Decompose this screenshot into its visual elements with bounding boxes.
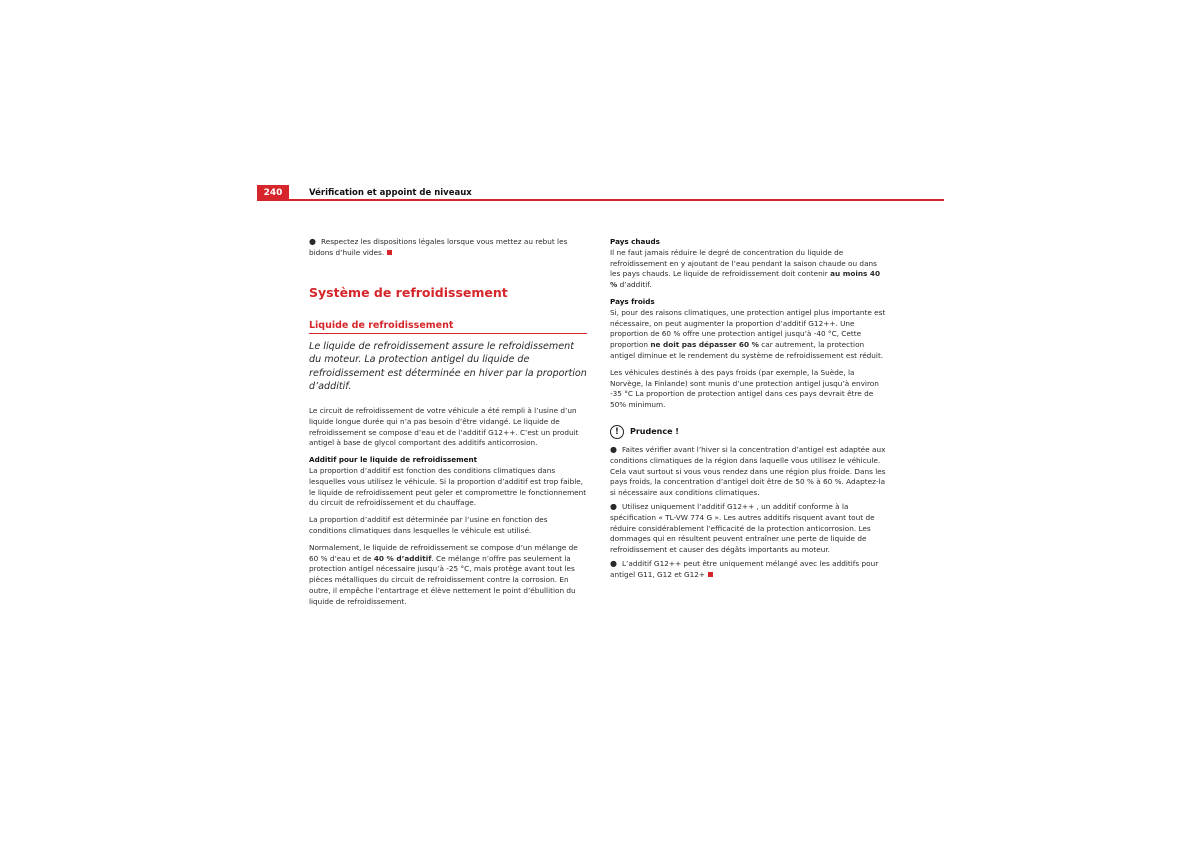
warning-icon: ! — [610, 425, 624, 439]
bullet-icon: ● — [309, 237, 316, 246]
paragraph-cold-countries: Si, pour des raisons climatiques, une protection antigel plus importante est nécessaire, on peut augmenter la proportion d’additif G12++. Une proportion de 60 % offre une protection antigel jusqu’à -40 °C, Cette proportion ne doit pas dépasser 60 % car autrement, la protection antigel diminue et le rendement du système de refroidissement est réduit. — [610, 307, 886, 360]
running-title: Vérification et appoint de niveaux — [309, 188, 472, 198]
additive-heading: Additif pour le liquide de refroidissement — [309, 455, 478, 465]
paragraph-circuit: Le circuit de refroidissement de votre véhicule a été rempli à l’usine d’un liquide longue durée qui n’a pas besoin d’être vidangé. Le liquide de refroidissement se compose d’eau et de l’additif G12++. C’est un produit antigel à base de glycol comportant des additifs anticorrosion. — [309, 405, 579, 448]
bullet-icon: ● — [610, 444, 617, 454]
paragraph-mixture: Normalement, le liquide de refroidissement se compose d’un mélange de 60 % d’eau et de 40 % d’additif. Ce mélange n’offre pas seulement la protection antigel nécessaire jusqu’à -25 °C, mais protège avant tout les pièces métalliques du circuit de refroidissement contre la corrosion. En outre, il empêche l’entartrage et élève nettement le point d’ébullition du liquide de refroidissement. — [309, 542, 578, 606]
right-column — [610, 237, 888, 581]
bullet-icon: ● — [610, 558, 617, 568]
paragraph-nordic: Les véhicules destinés à des pays froids (par exemple, la Suède, la Norvège, la Finlande) sont munis d’une protection antigel jusqu’à environ -35 °C La proportion de protection antigel dans ces pays devrait être de 50% minimum. — [610, 367, 879, 410]
paragraph-factory: La proportion d’additif est déterminée par l’usine en fonction des conditions climatiques dans lesquelles le véhicule est utilisé. — [309, 515, 548, 535]
caution-item-1: ● Faites vérifier avant l’hiver si la concentration d’antigel est adaptée aux conditions climatiques de la région dans laquelle vous utilisez le véhicule. Cela vaut surtout si vous vous rendez dans une région plus froide. Dans les pays froids, la concentration d’antigel doit être de 50 % à 60 %. Adaptez-la si nécessaire aux conditions climatiques. — [610, 444, 886, 498]
hot-countries-heading: Pays chauds — [610, 237, 660, 246]
paragraph-additive-proportion: La proportion d’additif est fonction des conditions climatiques dans lesquelles vous utilisez le véhicule. Si la proportion d’additif est trop faible, le liquide de refroidissement peut geler et compromettre le fonctionnement du circuit de refroidissement et du chauffage. — [309, 465, 587, 508]
oil-disposal-note: ● Respectez les dispositions légales lorsque vous mettez au rebut les bidons d’huile vides. — [309, 237, 568, 257]
caution-header — [610, 425, 888, 439]
section-title: Système de refroidissement — [309, 284, 508, 300]
left-column — [309, 237, 587, 608]
cold-countries-heading: Pays froids — [610, 296, 655, 306]
caution-item-2: ● Utilisez uniquement l’additif G12++ , un additif conforme à la spécification « TL-VW 774 G ». Les autres additifs risquent avant tout de réduire considérablement l’efficacité de la protection anticorrosion. Les dommages qui en résultent peuvent entraîner une perte de liquide de refroidissement et causer des dégâts importants au moteur. — [610, 501, 875, 555]
paragraph-hot-countries: Il ne faut jamais réduire le degré de concentration du liquide de refroidissement en y ajoutant de l’eau pendant la saison chaude ou dans les pays chauds. Le liquide de refroidissement doit contenir au moins 40 % d’additif. — [610, 247, 881, 290]
caution-item-3: ● L’additif G12++ peut être uniquement mélangé avec les additifs pour antigel G11, G12 et G12+ — [610, 558, 879, 579]
end-marker-icon — [387, 250, 392, 255]
caution-title: Prudence ! — [630, 427, 679, 437]
end-marker-icon — [708, 572, 713, 577]
intro-paragraph: Le liquide de refroidissement assure le refroidissement du moteur. La protection antigel du liquide de refroidissement est déterminée en hiver par la proportion d’additif. — [309, 340, 587, 393]
header-rule — [257, 199, 944, 201]
subsection-title: Liquide de refroidissement — [309, 320, 587, 334]
bullet-icon: ● — [610, 501, 617, 511]
page-number: 240 — [257, 185, 289, 201]
